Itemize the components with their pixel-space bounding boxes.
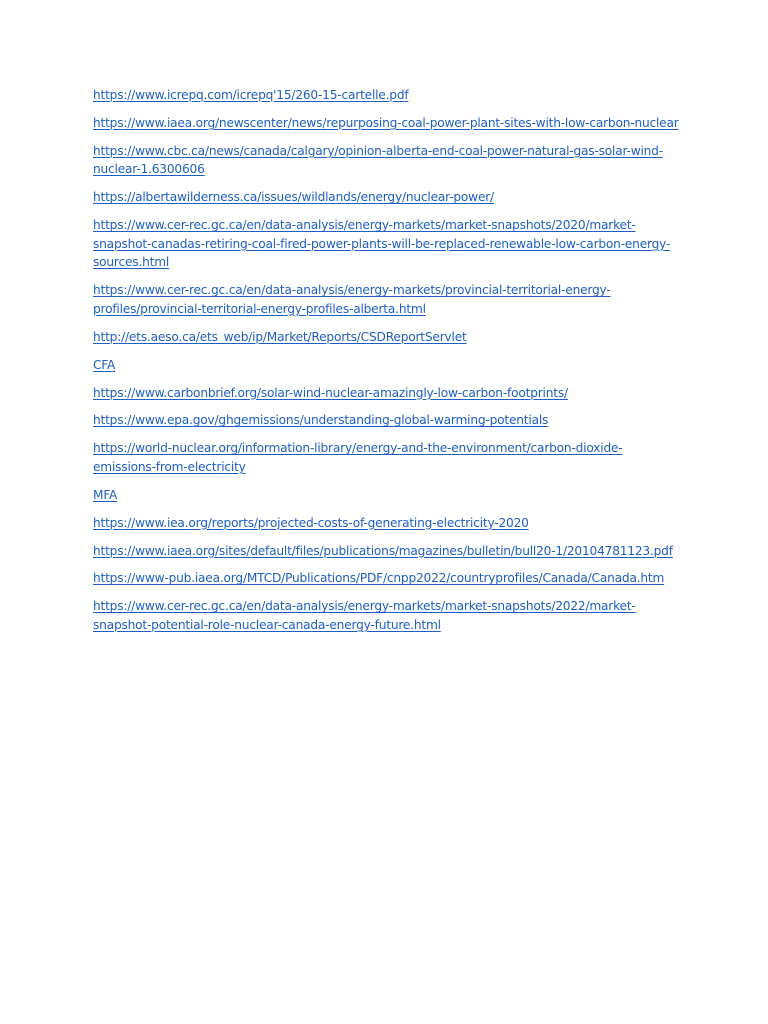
reference-item (93, 142, 683, 179)
reference-list (93, 86, 683, 644)
reference-item (93, 328, 683, 347)
reference-item (93, 384, 683, 403)
reference-link[interactable]: https://www.cer-rec.gc.ca/en/data-analysis/energy-markets/market-snapshots/2022/market-snapshot-potential-role-nuclear-canada-energy-future.html (93, 599, 636, 632)
reference-link[interactable]: https://www.epa.gov/ghgemissions/understanding-global-warming-potentials (93, 413, 549, 428)
reference-link[interactable]: https://www.cer-rec.gc.ca/en/data-analysis/energy-markets/market-snapshots/2020/market-snapshot-canadas-retiring-coal-fired-power-plants-will-be-replaced-renewable-low-carbon-energy-sources.html (93, 218, 671, 270)
reference-link[interactable]: CFA (93, 357, 116, 372)
reference-item (93, 597, 683, 634)
reference-item (93, 188, 683, 207)
reference-link[interactable]: https://www.iaea.org/sites/default/files/publications/magazines/bulletin/bull20-1/20104781123.pdf (93, 543, 673, 558)
reference-item (93, 281, 683, 318)
reference-link[interactable]: https://www.carbonbrief.org/solar-wind-nuclear-amazingly-low-carbon-footprints/ (93, 385, 568, 400)
reference-link[interactable]: https://www.iaea.org/newscenter/news/repurposing-coal-power-plant-sites-with-low-carbon-nuclear (93, 115, 679, 130)
reference-item (93, 542, 683, 561)
reference-link[interactable]: https://www.cer-rec.gc.ca/en/data-analysis/energy-markets/provincial-territorial-energy-profiles/provincial-territorial-energy-profiles-alberta.html (93, 283, 611, 316)
reference-link[interactable]: https://world-nuclear.org/information-library/energy-and-the-environment/carbon-dioxide-emissions-from-electricity (93, 441, 623, 474)
reference-link[interactable]: https://www.icrepq.com/icrepq'15/260-15-cartelle.pdf (93, 88, 409, 102)
reference-item (93, 86, 683, 105)
reference-item (93, 514, 683, 533)
reference-item (93, 216, 683, 272)
reference-link[interactable]: https://www.cbc.ca/news/canada/calgary/opinion-alberta-end-coal-power-natural-gas-solar-wind-nuclear-1.6300606 (93, 143, 663, 177)
reference-link[interactable]: http://ets.aeso.ca/ets_web/ip/Market/Reports/CSDReportServlet (93, 329, 467, 344)
reference-item (93, 569, 683, 588)
reference-link[interactable]: https://www-pub.iaea.org/MTCD/Publications/PDF/cnpp2022/countryprofiles/Canada/Canada.htm (93, 571, 665, 586)
reference-item (93, 439, 683, 476)
reference-item (93, 114, 683, 133)
reference-item (93, 411, 683, 430)
reference-item (93, 486, 683, 505)
reference-link[interactable]: https://albertawilderness.ca/issues/wildlands/energy/nuclear-power/ (93, 190, 494, 205)
reference-item (93, 356, 683, 375)
reference-link[interactable]: https://www.iea.org/reports/projected-costs-of-generating-electricity-2020 (93, 515, 529, 530)
reference-link[interactable]: MFA (93, 487, 118, 502)
